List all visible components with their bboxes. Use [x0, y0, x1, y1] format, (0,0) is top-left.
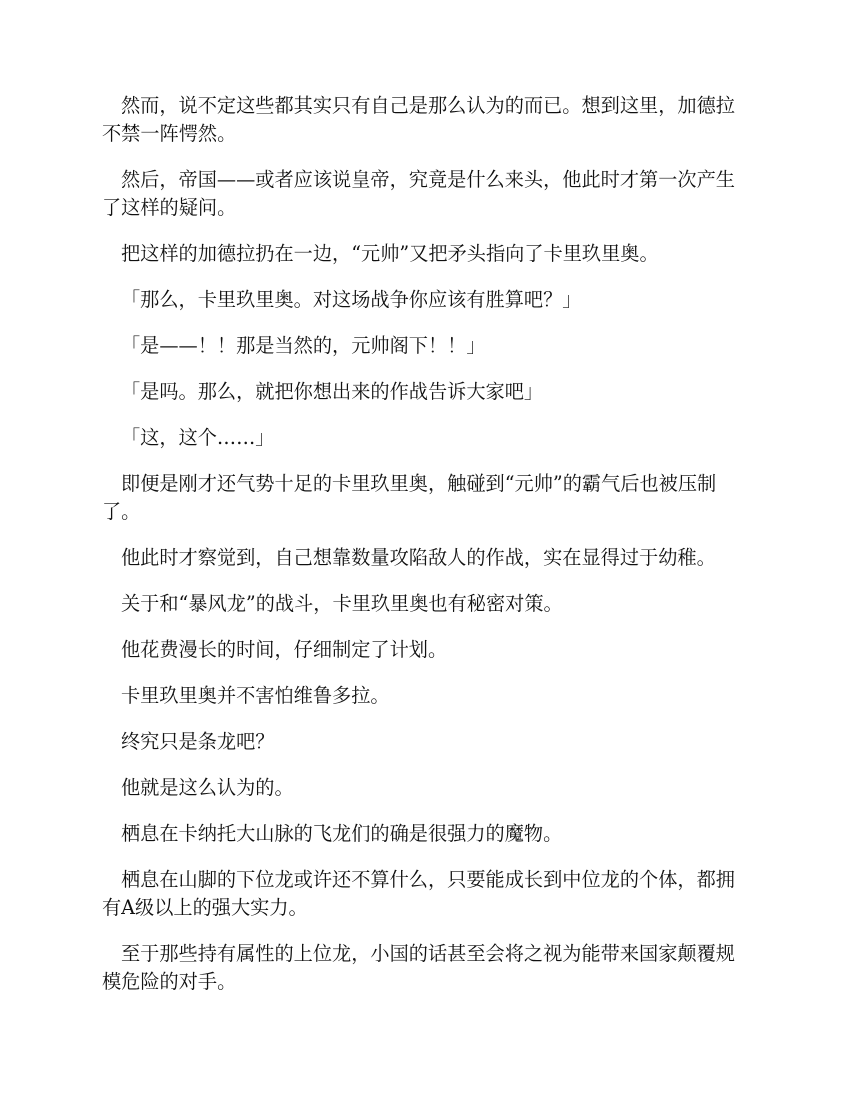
- paragraph: 「是——！！那是当然的，元帅阁下！！」: [121, 334, 486, 357]
- paragraph: 关于和“暴风龙”的战斗，卡里玖里奥也有秘密对策。: [121, 592, 563, 615]
- paragraph: 终究只是条龙吧？: [121, 730, 275, 753]
- paragraph: 卡里玖里奥并不害怕维鲁多拉。: [121, 684, 390, 707]
- paragraph: 即便是刚才还气势十足的卡里玖里奥，触碰到“元帅”的霸气后也被压制了。: [102, 472, 717, 523]
- paragraph: 栖息在卡纳托大山脉的飞龙们的确是很强力的魔物。: [121, 822, 563, 845]
- paragraph: 他此时才察觉到，自己想靠数量攻陷敌人的作战，实在显得过于幼稚。: [121, 546, 716, 569]
- paragraph: 至于那些持有属性的上位龙，小国的话甚至会将之视为能带来国家颠覆规模危险的对手。: [102, 942, 735, 993]
- paragraph: 他就是这么认为的。: [121, 776, 294, 799]
- body-text: [102, 92, 752, 1014]
- paragraph: 他花费漫长的时间，仔细制定了计划。: [121, 638, 448, 661]
- paragraph: 「那么，卡里玖里奥。对这场战争你应该有胜算吧？」: [121, 288, 582, 311]
- paragraph: 把这样的加德拉扔在一边，“元帅”又把矛头指向了卡里玖里奥。: [121, 242, 659, 265]
- paragraph: 「是吗。那么，就把你想出来的作战告诉大家吧」: [121, 380, 544, 403]
- paragraph: 然后，帝国——或者应该说皇帝，究竟是什么来头，他此时才第一次产生了这样的疑问。: [102, 168, 735, 219]
- paragraph: 「这，这个……」: [121, 426, 275, 449]
- paragraph: 然而，说不定这些都其实只有自己是那么认为的而已。想到这里，加德拉不禁一阵愕然。: [102, 94, 735, 145]
- paragraph: 栖息在山脚的下位龙或许还不算什么，只要能成长到中位龙的个体，都拥有A级以上的强大实力。: [102, 868, 735, 919]
